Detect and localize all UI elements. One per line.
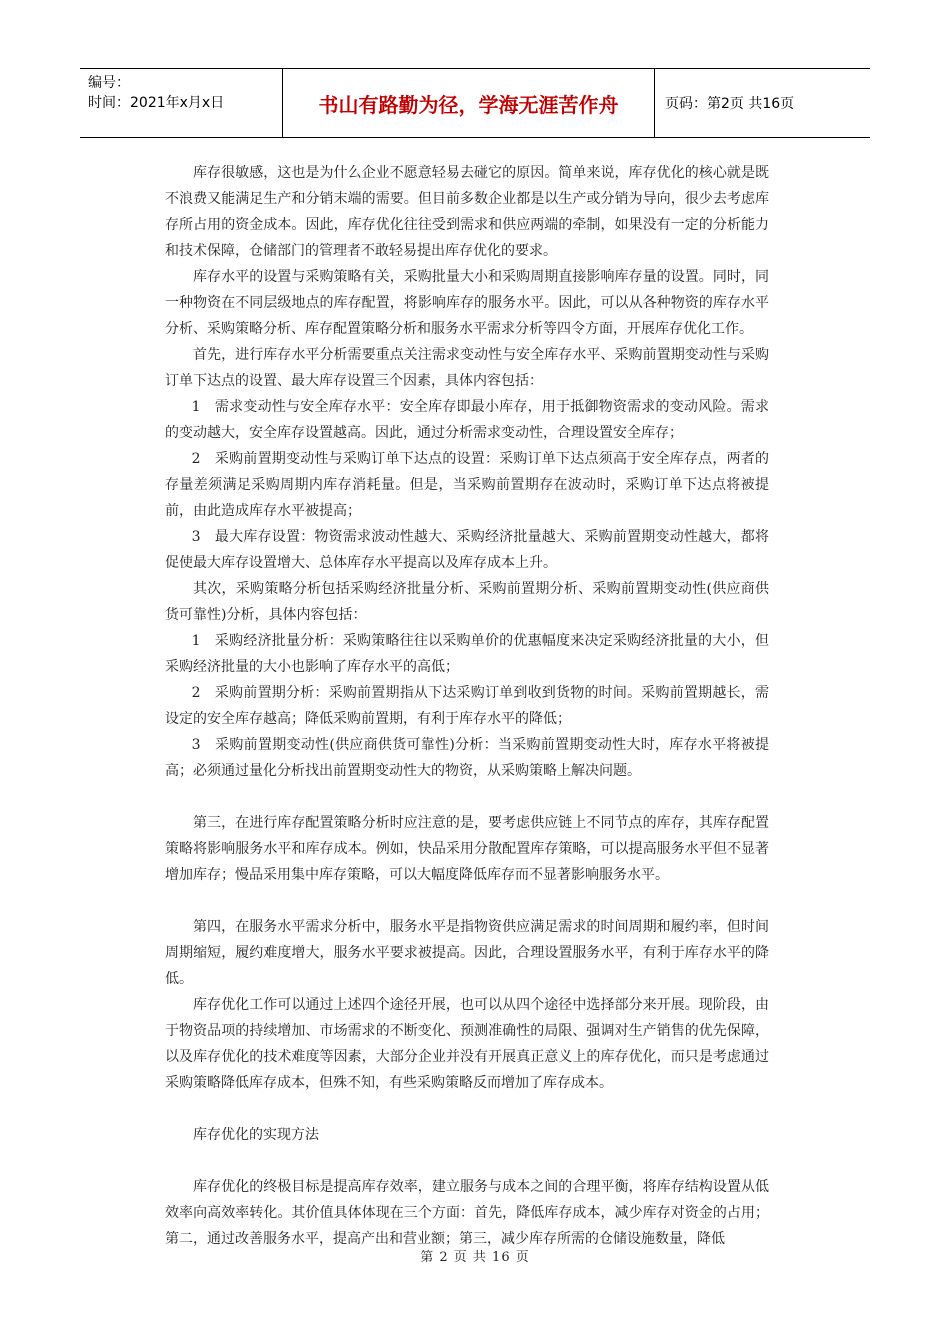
header-meta-cell [80, 69, 283, 137]
list-item: 3 最大库存设置：物资需求波动性越大、采购经济批量越大、采购前置期变动性越大，都将促使最大库存设置增大、总体库存水平提高以及库存成本上升。 [165, 529, 769, 571]
paragraph: 库存水平的设置与采购策略有关，采购批量大小和采购周期直接影响库存量的设置。同时，同一种物资在不同层级地点的库存配置，将影响库存的服务水平。因此，可以从各种物资的库存水平分析、采购策略分析、库存配置策略分析和服务水平需求分析等四令方面，开展库存优化工作。 [165, 269, 769, 337]
paragraph: 首先，进行库存水平分析需要重点关注需求变动性与安全库存水平、采购前置期变动性与采购订单下达点的设置、最大库存设置三个因素，具体内容包括： [165, 347, 769, 389]
header-motto: 书山有路勤为径，学海无涯苦作舟 [318, 92, 619, 117]
paragraph: 其次，采购策略分析包括采购经济批量分析、采购前置期分析、采购前置期变动性(供应商供货可靠性)分析，具体内容包括： [165, 581, 769, 623]
paragraph: 第三，在进行库存配置策略分析时应注意的是，要考虑供应链上不同节点的库存，其库存配置策略将影响服务水平和库存成本。例如，快品采用分散配置库存策略，可以提高服务水平但不显著增加库存；慢品采用集中库存策略，可以大幅度降低库存而不显著影响服务水平。 [165, 815, 769, 883]
list-item: 3 采购前置期变动性(供应商供货可靠性)分析：当采购前置期变动性大时，库存水平将被提高；必须通过量化分析找出前置期变动性大的物资，从采购策略上解决问题。 [165, 737, 769, 779]
paragraph: 库存优化工作可以通过上述四个途径开展，也可以从四个途径中选择部分来开展。现阶段，由于物资品项的持续增加、市场需求的不断变化、预测准确性的局限、强调对生产销售的优先保障，以及库存优化的技术难度等因素，大部分企业并没有开展真正意义上的库存优化，而只是考虑通过采购策略降低库存成本，但殊不知，有些采购策略反而增加了库存成本。 [165, 997, 769, 1091]
header-table [80, 68, 870, 138]
document-number-label: 编号： [88, 75, 130, 91]
list-item: 1 需求变动性与安全库存水平：安全库存即最小库存，用于抵御物资需求的变动风险。需求的变动越大，安全库存设置越高。因此，通过分析需求变动性，合理设置安全库存； [165, 399, 769, 441]
document-date-label: 时间：2021年x月x日 [88, 95, 225, 111]
header-motto-cell [283, 69, 655, 137]
paragraph: 库存优化的终极目标是提高库存效率，建立服务与成本之间的合理平衡，将库存结构设置从低效率向高效率转化。其价值具体体现在三个方面：首先，降低库存成本，减少库存对资金的占用；第二，通过改善服务水平，提高产出和营业额；第三，减少库存所需的仓储设施数量，降低 [165, 1179, 769, 1247]
list-item: 2 采购前置期分析：采购前置期指从下达采购订单到收到货物的时间。采购前置期越长，需设定的安全库存越高；降低采购前置期，有利于库存水平的降低； [165, 685, 769, 727]
list-item: 2 采购前置期变动性与采购订单下达点的设置：采购订单下达点须高于安全库存点，两者的存量差须满足采购周期内库存消耗量。但是，当采购前置期存在波动时，采购订单下达点将被提前，由此造成库存水平被提高； [165, 451, 769, 519]
document-body [165, 160, 769, 1252]
header-page-number: 页码：第2页 共16页 [665, 96, 795, 112]
paragraph: 库存很敏感，这也是为什么企业不愿意轻易去碰它的原因。简单来说，库存优化的核心就是既不浪费又能满足生产和分销末端的需要。但目前多数企业都是以生产或分销为导向，很少去考虑库存所占用的资金成本。因此，库存优化往往受到需求和供应两端的牵制，如果没有一定的分析能力和技术保障，仓储部门的管理者不敢轻易提出库存优化的要求。 [165, 165, 769, 259]
list-item: 1 采购经济批量分析：采购策略往往以采购单价的优惠幅度来决定采购经济批量的大小，但采购经济批量的大小也影响了库存水平的高低； [165, 633, 769, 675]
header-page-cell [655, 69, 870, 137]
footer-page-number: 第 2 页 共 16 页 [420, 1250, 530, 1265]
paragraph: 第四，在服务水平需求分析中，服务水平是指物资供应满足需求的时间周期和履约率，但时间周期缩短，履约难度增大，服务水平要求被提高。因此，合理设置服务水平，有利于库存水平的降低。 [165, 919, 769, 987]
page-footer [0, 1246, 950, 1265]
section-heading: 库存优化的实现方法 [193, 1127, 319, 1143]
